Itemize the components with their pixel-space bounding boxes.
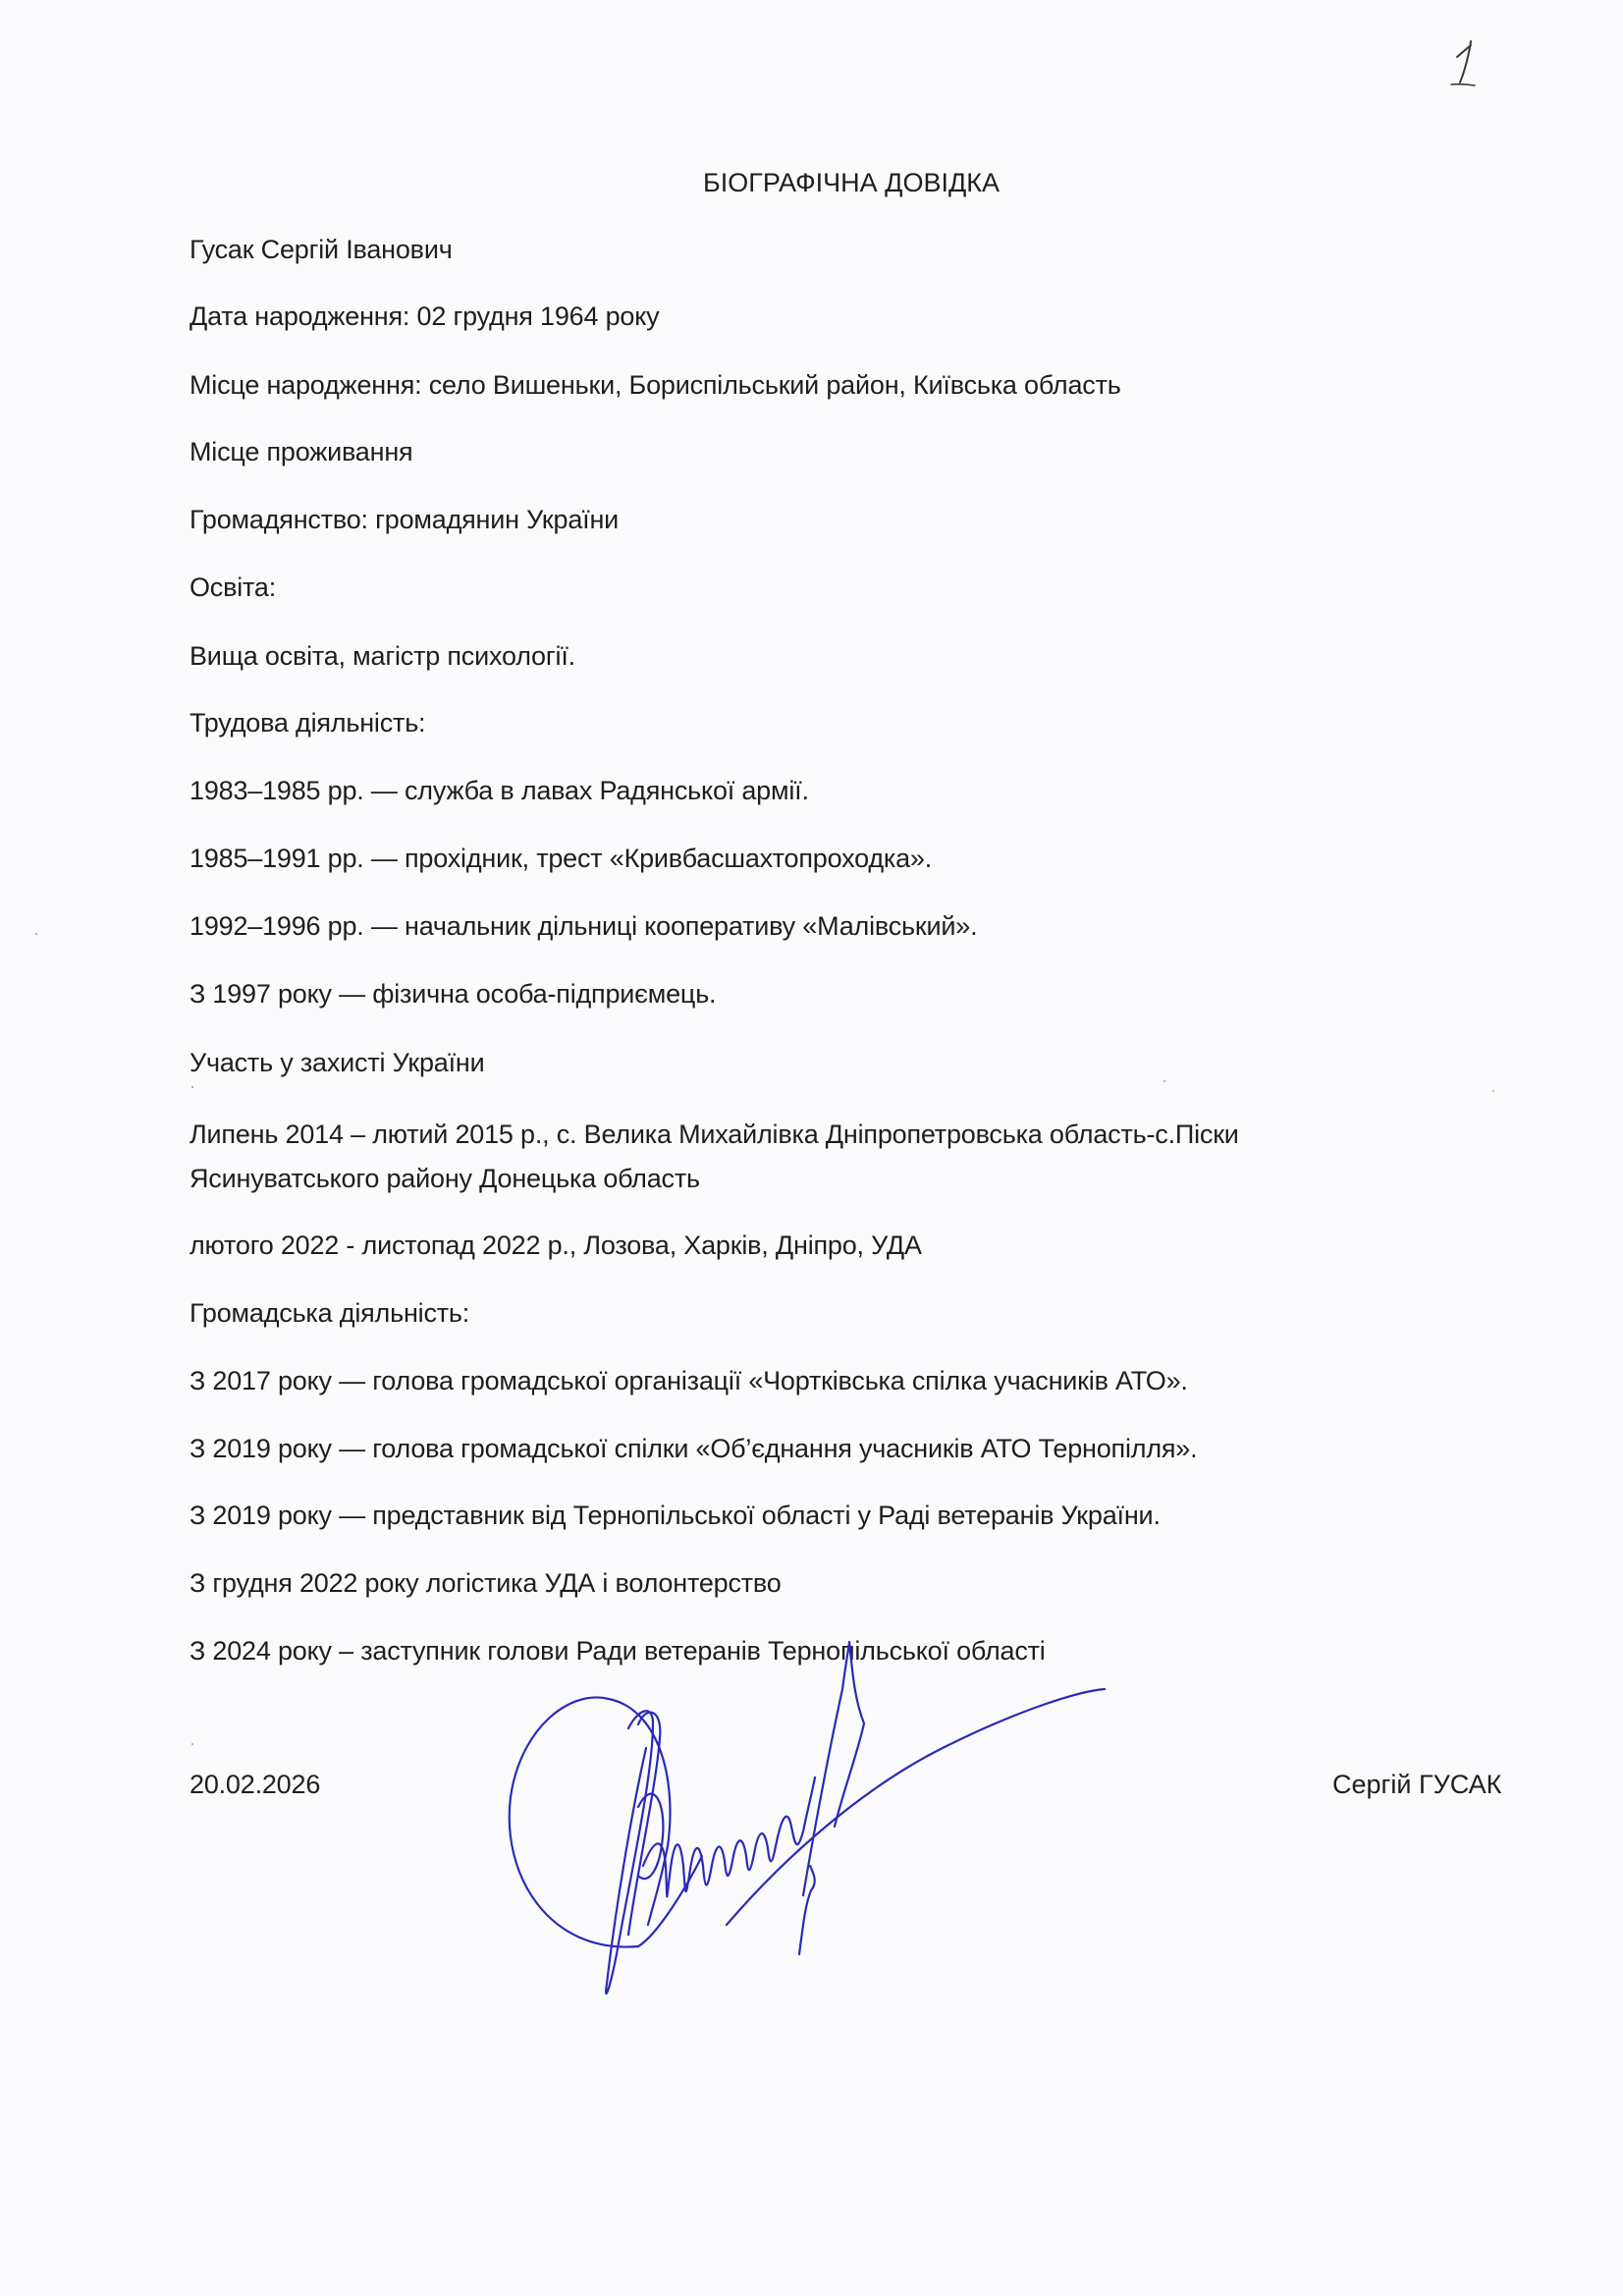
- scan-speck: [191, 1086, 193, 1088]
- education-heading: Освіта:: [189, 573, 277, 602]
- public-item: З 2019 року — представник від Тернопільської області у Раді ветеранів України.: [189, 1501, 1161, 1530]
- birth-place: Місце народження: село Вишеньки, Бориспільський район, Київська область: [189, 370, 1121, 400]
- citizenship: Громадянство: громадянин України: [189, 505, 620, 534]
- residence-label: Місце проживання: [189, 437, 413, 466]
- work-item: 1992–1996 рр. — начальник дільниці кооперативу «Малівський».: [189, 911, 978, 941]
- defense-item-continued: Ясинуватського району Донецька область: [189, 1164, 700, 1193]
- public-item: З 2017 року — голова громадської організації «Чортківська спілка учасників АТО».: [189, 1366, 1188, 1395]
- document-date: 20.02.2026: [189, 1770, 321, 1799]
- document-title: БІОГРАФІЧНА ДОВІДКА: [702, 168, 1000, 197]
- birth-date: Дата народження: 02 грудня 1964 року: [189, 301, 660, 331]
- signature-name: Сергій ГУСАК: [1332, 1770, 1502, 1799]
- scan-speck: [35, 933, 37, 935]
- signature-icon: [491, 1630, 1119, 2023]
- public-item: З 2019 року — голова громадської спілки «Об’єднання учасників АТО Тернопілля».: [189, 1434, 1198, 1463]
- work-item: З 1997 року — фізична особа-підприємець.: [189, 979, 717, 1009]
- full-name: Гусак Сергій Іванович: [189, 235, 453, 264]
- defense-heading: Участь у захисті України: [189, 1048, 485, 1077]
- public-item: З грудня 2022 року логістика УДА і волонтерство: [189, 1568, 782, 1598]
- public-heading: Громадська діяльність:: [189, 1298, 470, 1328]
- education-text: Вища освіта, магістр психології.: [189, 641, 575, 671]
- defense-item: Липень 2014 – лютий 2015 р., с. Велика Михайлівка Дніпропетровська область-с.Піски: [189, 1120, 1239, 1149]
- scan-speck: [1492, 1090, 1494, 1092]
- scan-speck: [191, 1743, 193, 1745]
- scan-speck: [1163, 1080, 1165, 1082]
- work-item: 1983–1985 рр. — служба в лавах Радянської армії.: [189, 776, 809, 805]
- public-item: З 2024 року – заступник голови Ради ветеранів Тернопільської області: [189, 1636, 1046, 1666]
- work-heading: Трудова діяльність:: [189, 708, 426, 738]
- handwritten-page-number: [1443, 35, 1483, 90]
- defense-item: лютого 2022 - листопад 2022 р., Лозова, Харків, Дніпро, УДА: [189, 1230, 922, 1260]
- work-item: 1985–1991 рр. — прохідник, трест «Кривбасшахтопроходка».: [189, 844, 933, 873]
